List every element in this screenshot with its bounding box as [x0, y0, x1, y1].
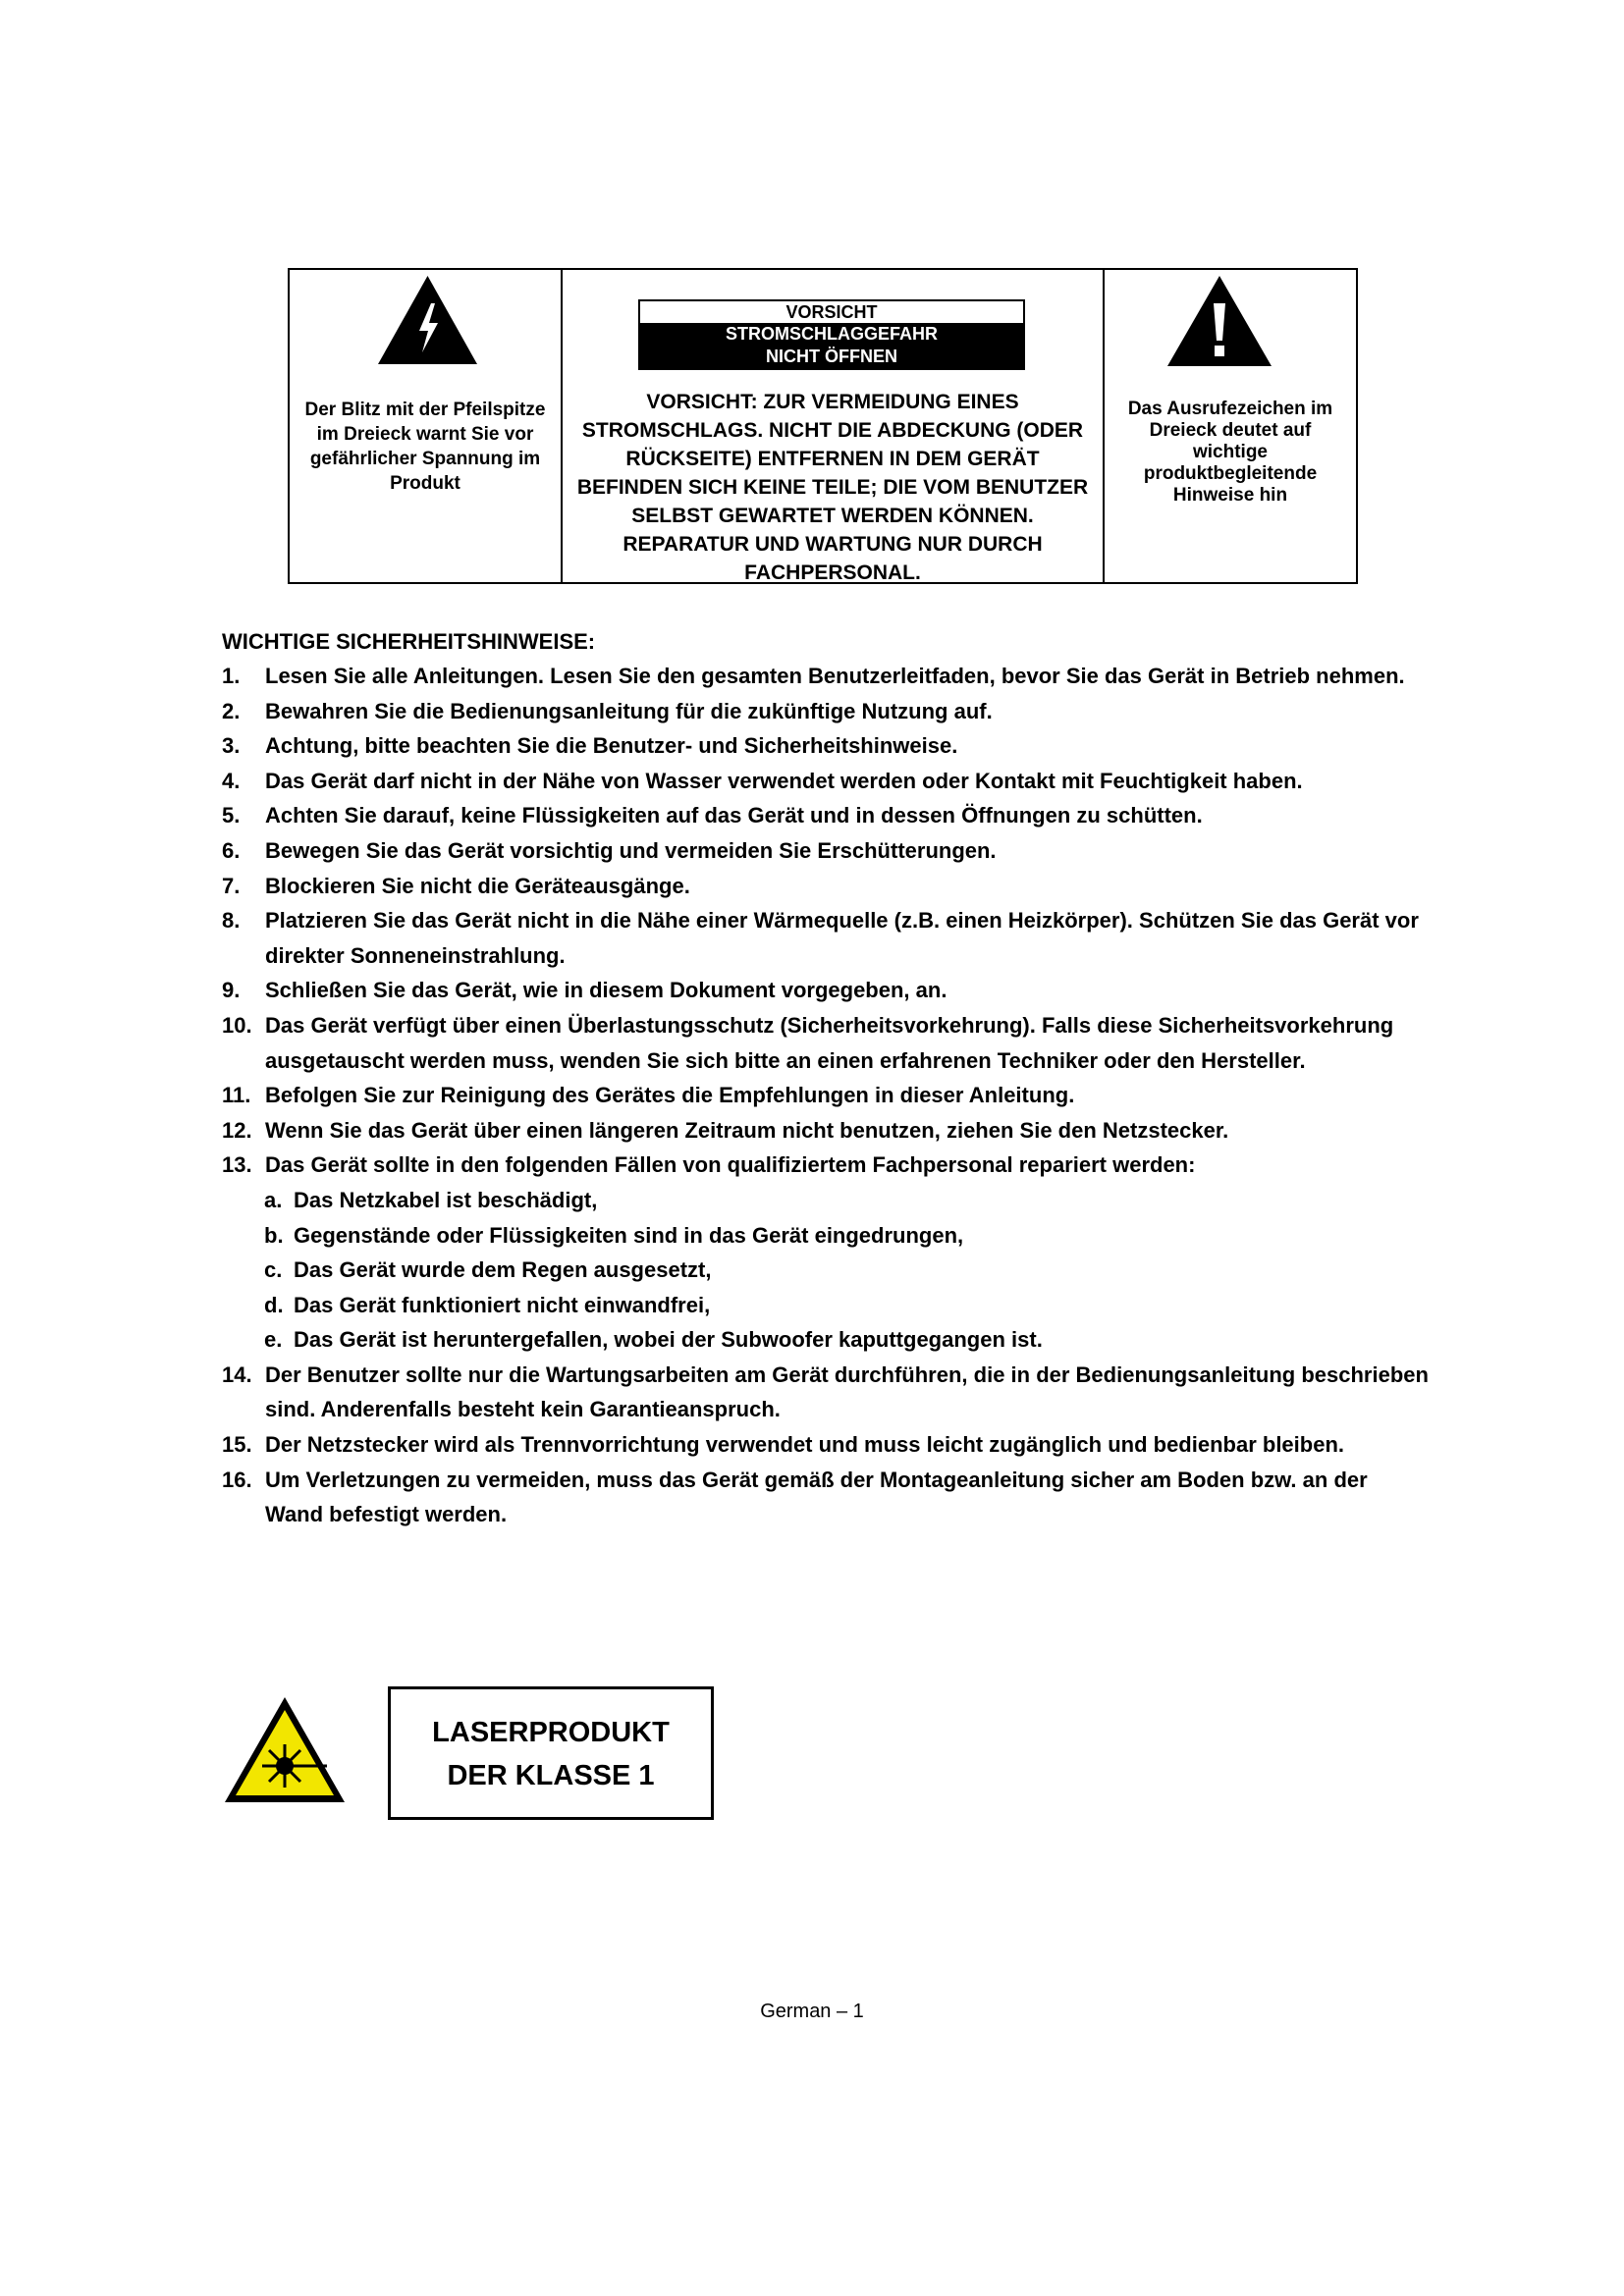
safety-instruction-list [222, 659, 1430, 1532]
list-item-text: Das Gerät sollte in den folgenden Fällen von qualifiziertem Fachpersonal repariert werden: [265, 1152, 1196, 1178]
sub-list-item-letter: c. [264, 1257, 283, 1283]
list-item [222, 1148, 1430, 1183]
list-item-number: 12. [222, 1117, 252, 1143]
caution-label-box [638, 299, 1025, 370]
list-item-text: Schließen Sie das Gerät, wie in diesem Dokument vorgegeben, an. [265, 978, 947, 1003]
sub-list-item-text: Das Gerät wurde dem Regen ausgesetzt, [294, 1257, 712, 1283]
warning-table [288, 268, 1358, 584]
sub-list-item-letter: d. [264, 1292, 284, 1317]
warning-cell-exclamation [1105, 270, 1356, 582]
list-item [222, 798, 1430, 833]
list-item-text: Der Netzstecker wird als Trennvorrichtung verwendet und muss leicht zugänglich und bedienbar bleiben. [265, 1432, 1345, 1458]
safety-heading: WICHTIGE SICHERHEITSHINWEISE: [222, 629, 596, 654]
sub-list-item [222, 1322, 1430, 1358]
list-item [222, 903, 1430, 973]
list-item-number: 11. [222, 1083, 251, 1108]
list-item-number: 16. [222, 1467, 252, 1492]
list-item [222, 1427, 1430, 1463]
caution-body-text: VORSICHT: ZUR VERMEIDUNG EINES STROMSCHLAGS. NICHT DIE ABDECKUNG (ODER RÜCKSEITE) ENTFERNEN IN DEM GERÄT BEFINDEN SICH KEINE TEILE; DIE VOM BENUTZER SELBST GEWARTET WERDEN KÖNNEN. REPARATUR UND WARTUNG NUR DURCH FACHPERSONAL. [576, 391, 1089, 584]
list-item-number: 1. [222, 664, 241, 688]
sub-list-item [222, 1218, 1430, 1254]
exclamation-warning-icon [1165, 274, 1273, 368]
list-item-text: Bewahren Sie die Bedienungsanleitung für die zukünftige Nutzung auf. [265, 698, 993, 723]
list-item-number: 2. [222, 698, 241, 723]
list-item-number: 6. [222, 837, 241, 863]
list-item [222, 869, 1430, 904]
list-item-number: 5. [222, 803, 241, 828]
sub-list-item [222, 1288, 1430, 1323]
list-item-text: Befolgen Sie zur Reinigung des Gerätes die Empfehlungen in dieser Anleitung. [265, 1083, 1075, 1108]
exclamation-warning-text: Das Ausrufezeichen im Dreieck deutet auf wichtige produktbegleitende Hinweise hin [1127, 399, 1333, 506]
list-item [222, 728, 1430, 764]
voltage-warning-text: Der Blitz mit der Pfeilspitze im Dreieck warnt Sie vor gefährlicher Spannung im Produkt [304, 400, 546, 494]
list-item-number: 15. [222, 1432, 252, 1458]
sub-list-item-letter: b. [264, 1222, 284, 1248]
list-item-text: Das Gerät darf nicht in der Nähe von Wasser verwendet werden oder Kontakt mit Feuchtigkeit haben. [265, 768, 1303, 793]
list-item [222, 1463, 1430, 1532]
sub-list-item [222, 1253, 1430, 1288]
sub-list-item [222, 1183, 1430, 1218]
laser-label-line2: DER KLASSE 1 [447, 1760, 655, 1791]
list-item-text: Platzieren Sie das Gerät nicht in die Nähe einer Wärmequelle (z.B. einen Heizkörper). Schützen Sie das Gerät vor direkter Sonneneinstrahlung. [265, 908, 1419, 968]
list-item [222, 694, 1430, 729]
list-item [222, 764, 1430, 799]
sub-list-item-text: Das Netzkabel ist beschädigt, [294, 1187, 598, 1212]
list-item-text: Wenn Sie das Gerät über einen längeren Zeitraum nicht benutzen, ziehen Sie den Netzstecker. [265, 1117, 1229, 1143]
sub-list-item-text: Gegenstände oder Flüssigkeiten sind in das Gerät eingedrungen, [294, 1222, 964, 1248]
list-item-text: Bewegen Sie das Gerät vorsichtig und vermeiden Sie Erschütterungen. [265, 837, 997, 863]
warning-cell-caution [563, 270, 1105, 582]
warning-cell-voltage [290, 270, 563, 582]
list-item-number: 4. [222, 768, 241, 793]
list-item-number: 9. [222, 978, 241, 1003]
list-item-text: Lesen Sie alle Anleitungen. Lesen Sie den gesamten Benutzerleitfaden, bevor Sie das Gerät in Betrieb nehmen. [265, 664, 1405, 688]
list-item-text: Blockieren Sie nicht die Geräteausgänge. [265, 873, 690, 898]
laser-class-label [388, 1686, 714, 1820]
list-item-number: 7. [222, 873, 241, 898]
high-voltage-warning-icon [376, 274, 479, 366]
list-item-number: 3. [222, 733, 241, 759]
list-item-number: 10. [222, 1012, 252, 1038]
sub-list-item-letter: e. [264, 1327, 283, 1353]
sub-list-item-text: Das Gerät ist heruntergefallen, wobei der Subwoofer kaputtgegangen ist. [294, 1327, 1043, 1353]
list-item [222, 1078, 1430, 1113]
caution-do-not-open: NICHT ÖFFNEN [640, 346, 1023, 368]
page-footer: German – 1 [760, 2001, 864, 2022]
list-item [222, 1113, 1430, 1148]
list-item-number: 13. [222, 1152, 252, 1178]
list-item-text: Achtung, bitte beachten Sie die Benutzer- und Sicherheitshinweise. [265, 733, 958, 759]
list-item-text: Der Benutzer sollte nur die Wartungsarbeiten am Gerät durchführen, die in der Bedienungsanleitung beschrieben sind. Anderenfalls besteht kein Garantieanspruch. [265, 1362, 1429, 1422]
sub-list-item-letter: a. [264, 1187, 283, 1212]
list-item-text: Um Verletzungen zu vermeiden, muss das Gerät gemäß der Montageanleitung sicher am Boden bzw. an der Wand befestigt werden. [265, 1467, 1368, 1527]
list-item [222, 1008, 1430, 1078]
list-item [222, 833, 1430, 869]
list-item [222, 1358, 1430, 1427]
caution-shock-hazard: STROMSCHLAGGEFAHR [640, 323, 1023, 346]
list-item-text: Achten Sie darauf, keine Flüssigkeiten auf das Gerät und in dessen Öffnungen zu schütten. [265, 803, 1203, 828]
list-item [222, 973, 1430, 1008]
list-item-text: Das Gerät verfügt über einen Überlastungsschutz (Sicherheitsvorkehrung). Falls diese Sicherheitsvorkehrung ausgetauscht werden muss, wenden Sie sich bitte an einen erfahrenen Techniker oder den Hersteller. [265, 1012, 1394, 1073]
list-item-number: 8. [222, 908, 241, 934]
sub-list-item-text: Das Gerät funktioniert nicht einwandfrei, [294, 1292, 711, 1317]
list-item-number: 14. [222, 1362, 252, 1387]
laser-label-line1: LASERPRODUKT [432, 1717, 670, 1748]
list-item [222, 659, 1430, 694]
laser-warning-icon [221, 1693, 349, 1806]
caution-title: VORSICHT [640, 301, 1023, 323]
